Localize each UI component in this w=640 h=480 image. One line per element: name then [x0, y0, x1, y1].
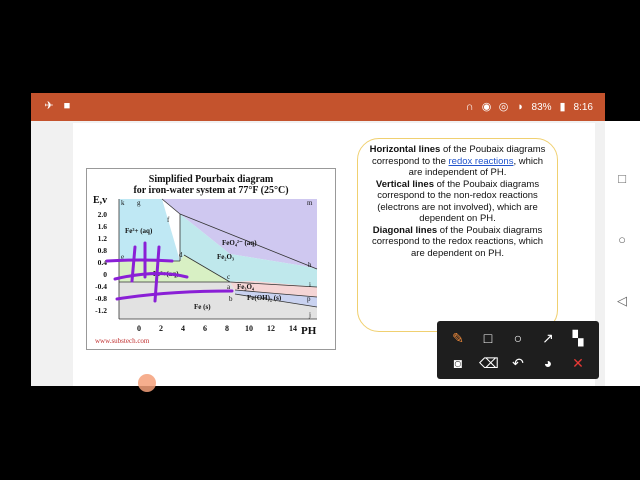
explanation-box: [357, 138, 558, 332]
x-tick: 2: [159, 324, 163, 333]
y-tick: -0.8: [95, 294, 107, 303]
battery-icon: ▮: [559, 101, 566, 113]
note-text: , which are independent of PH.: [408, 155, 544, 178]
diagram-plot: [87, 169, 335, 349]
note-text: of the Poubaix diagrams correspond to the redox reactions, which are dependent on PH.: [371, 224, 544, 259]
brush-icon[interactable]: ✎: [452, 330, 464, 346]
note-horizontal: [368, 144, 547, 179]
y-tick: -0.4: [95, 282, 107, 291]
source-link: www.substech.com: [95, 337, 150, 345]
y-tick: -1.2: [95, 306, 107, 315]
point-label: e: [121, 253, 125, 261]
y-tick: 1.6: [97, 222, 107, 231]
close-icon[interactable]: ✕: [572, 355, 584, 371]
y-axis-label: E,v: [93, 195, 108, 206]
x-tick: 14: [289, 324, 297, 333]
navigation-bar: [605, 121, 640, 386]
eye-icon: ◎: [498, 101, 509, 113]
x-tick: 6: [203, 324, 207, 333]
point-label: p: [307, 295, 311, 303]
note-diagonal-title: Diagonal lines: [372, 224, 438, 236]
circle-icon[interactable]: ○: [513, 330, 523, 346]
y-tick: 1.2: [97, 234, 107, 243]
label-fe2o3: Fe₂O₃: [217, 253, 235, 261]
y-tick: 2.0: [97, 210, 107, 219]
note-diagonal: [368, 225, 547, 260]
pourbaix-diagram: [86, 168, 336, 350]
label-feoh2: Fe(OH)₂ (s): [247, 294, 282, 302]
clock: 8:16: [573, 101, 593, 113]
palette-icon[interactable]: ◕: [543, 355, 553, 371]
location-icon: ◉: [481, 101, 492, 113]
touch-indicator: [138, 374, 156, 392]
x-tick: 12: [267, 324, 275, 333]
video-icon: ■: [63, 100, 71, 112]
mosaic-icon[interactable]: ▚: [572, 330, 584, 346]
status-bar: [31, 93, 605, 121]
point-label: m: [307, 199, 313, 207]
screen-annotation-toolbar: [437, 321, 599, 379]
x-tick: 4: [181, 324, 185, 333]
back-icon[interactable]: ◁: [617, 293, 627, 308]
note-vertical: [368, 179, 547, 225]
point-label: a: [227, 283, 231, 291]
point-label: j: [309, 311, 311, 319]
point-label: g: [137, 199, 141, 207]
x-tick: 0: [137, 324, 141, 333]
diagram-title-line1: Simplified Pourbaix diagram: [148, 174, 274, 185]
note-horizontal-title: Horizontal lines: [369, 144, 441, 155]
point-label: f: [167, 216, 170, 224]
label-fe2: Fe²+(aq): [153, 270, 179, 278]
diagram-title-line2: for iron-water system at 77°F (25°C): [133, 185, 289, 196]
note-vertical-title: Vertical lines: [375, 178, 434, 190]
label-fe3o4: Fe₃O₄: [237, 283, 255, 291]
point-label: b: [229, 295, 233, 303]
battery-level: 83%: [531, 101, 552, 113]
point-label: k: [121, 199, 125, 207]
x-axis-label: PH: [301, 325, 317, 337]
label-fe: Fe (s): [194, 303, 211, 311]
point-label: c: [227, 273, 231, 281]
redox-reactions-link[interactable]: redox reactions: [448, 155, 514, 167]
airplane-icon: ✈: [44, 100, 54, 112]
label-feo4: FeO₄²⁻ (aq): [222, 239, 257, 247]
eraser-icon[interactable]: ⌫: [479, 355, 499, 371]
label-fe3: Fe³+ (aq): [125, 227, 153, 235]
home-icon[interactable]: ○: [618, 232, 626, 247]
note-text: of the Poubaix diagrams correspond to the: [371, 144, 546, 167]
camera-icon[interactable]: ◙: [453, 355, 463, 371]
y-tick: 0.4: [97, 258, 107, 267]
recent-apps-icon[interactable]: □: [618, 171, 626, 186]
x-tick: 10: [245, 324, 253, 333]
x-tick: 8: [225, 324, 229, 333]
headphone-icon: ∩: [465, 101, 474, 113]
point-label: d: [179, 251, 183, 259]
y-tick: 0: [103, 270, 107, 279]
square-icon[interactable]: □: [483, 330, 493, 346]
y-tick: 0.8: [97, 246, 107, 255]
point-label: i: [309, 281, 311, 289]
wifi-icon: ◗: [517, 101, 524, 113]
note-text: of the Poubaix diagrams correspond to the non-redox reactions (electrons are not involved), which are dependent on PH.: [377, 178, 540, 224]
point-label: h: [308, 261, 312, 269]
undo-icon[interactable]: ↶: [512, 355, 524, 371]
arrow-icon[interactable]: ↗: [542, 330, 554, 346]
